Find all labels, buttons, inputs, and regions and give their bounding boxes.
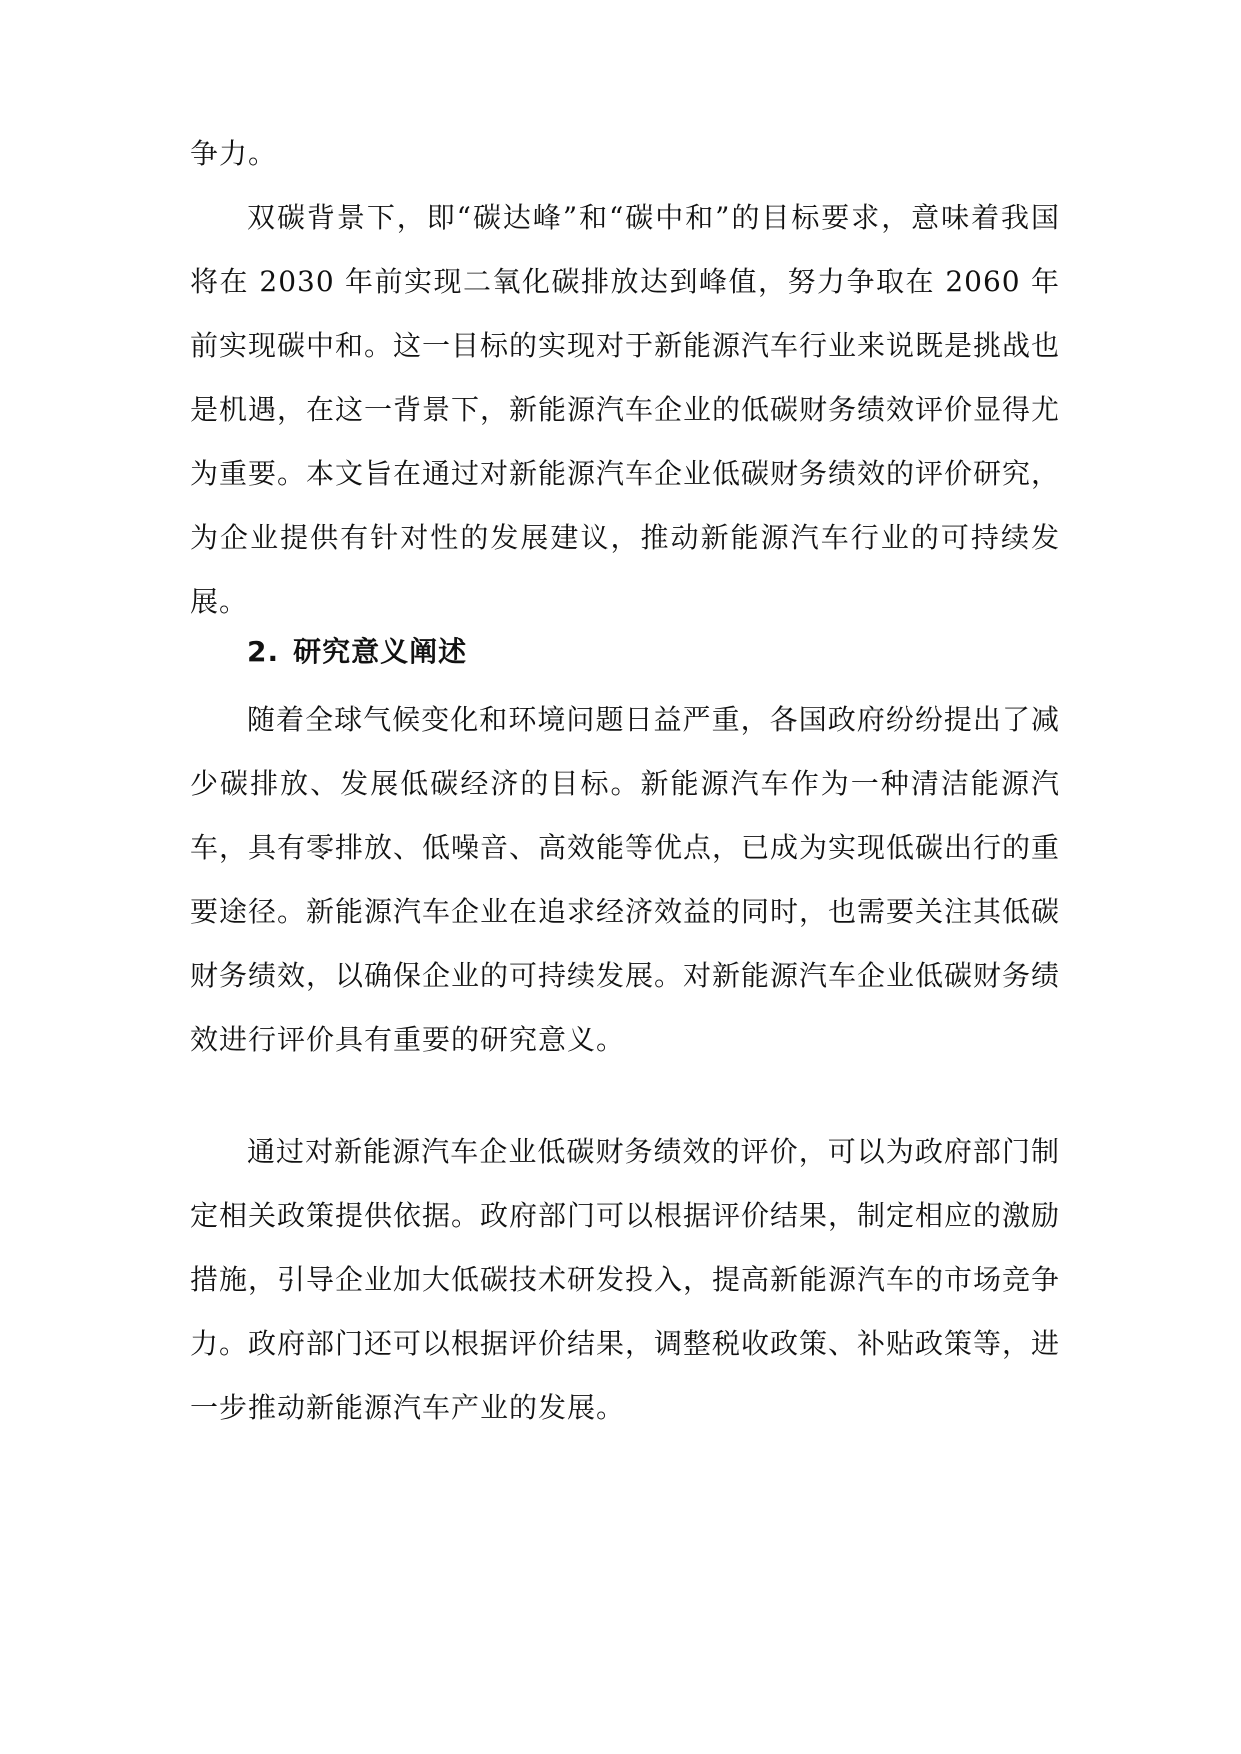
paragraph-research-significance: 随着全球气候变化和环境问题日益严重，各国政府纷纷提出了减少碳排放、发展低碳经济的目标。新能源汽车作为一种清洁能源汽车，具有零排放、低噪音、高效能等优点，已成为实现低碳出行的重要途径。新能源汽车企业在追求经济效益的同时，也需要关注其低碳财务绩效，以确保企业的可持续发展。对新能源汽车企业低碳财务绩效进行评价具有重要的研究意义。 xyxy=(190,703,1061,1056)
section-title: 研究意义阐述 xyxy=(293,635,468,668)
paragraph-policy-basis: 通过对新能源汽车企业低碳财务绩效的评价，可以为政府部门制定相关政策提供依据。政府部门可以根据评价结果，制定相应的激励措施，引导企业加大低碳技术研发投入，提高新能源汽车的市场竞争力。政府部门还可以根据评价结果，调整税收政策、补贴政策等，进一步推动新能源汽车产业的发展。 xyxy=(190,1135,1061,1424)
section-heading xyxy=(247,620,467,684)
paragraph-dual-carbon-background: 双碳背景下，即“碳达峰”和“碳中和”的目标要求，意味着我国将在 2030 年前实现二氧化碳排放达到峰值，努力争取在 2060 年前实现碳中和。这一目标的实现对于新能源汽车行业来说既是挑战也是机遇，在这一背景下，新能源汽车企业的低碳财务绩效评价显得尤为重要。本文旨在通过对新能源汽车企业低碳财务绩效的评价研究，为企业提供有针对性的发展建议，推动新能源汽车行业的可持续发展。 xyxy=(190,201,1061,618)
paragraph-continuation: 争力。 xyxy=(190,137,278,170)
section-number: 2. xyxy=(247,635,280,668)
